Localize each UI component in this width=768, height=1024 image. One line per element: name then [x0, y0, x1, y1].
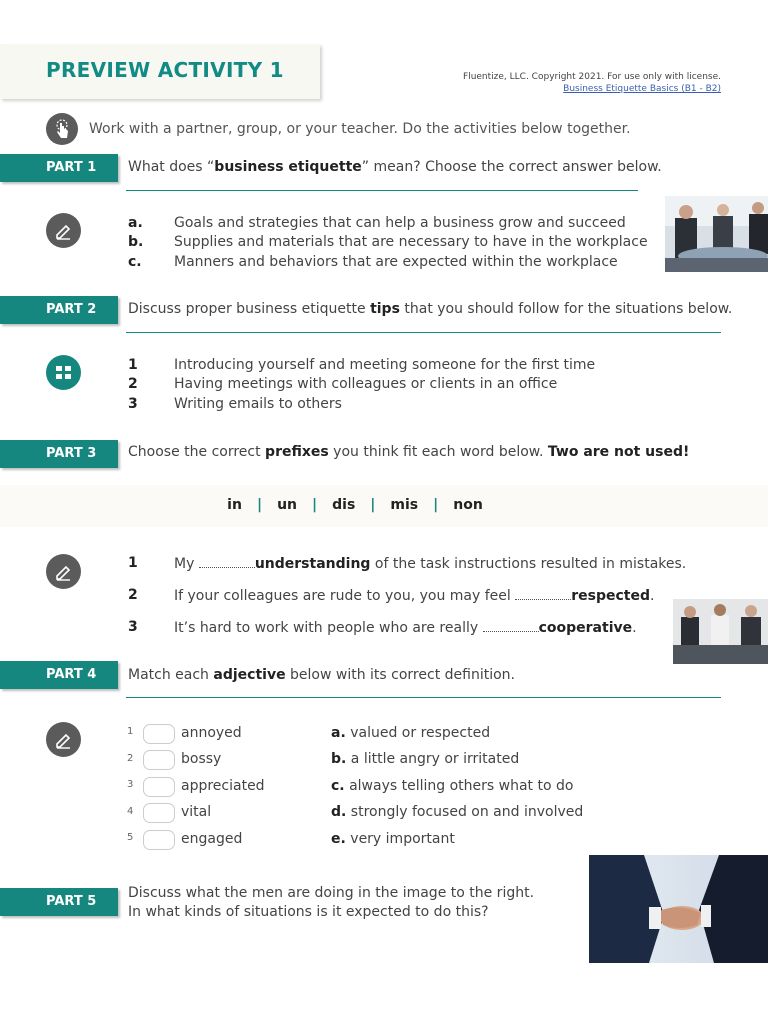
word-3: appreciated — [181, 778, 265, 794]
sentence-1-mark: 1 — [128, 555, 138, 571]
part-2-item-3-text: Writing emails to others — [174, 396, 342, 412]
intro-text: Work with a partner, group, or your teacher. Do the activities below together. — [89, 121, 631, 137]
sentence-3-mark: 3 — [128, 619, 138, 635]
option-b-text: Supplies and materials that are necessary to have in the workplace — [174, 234, 648, 250]
sentence-3: It’s hard to work with people who are really cooperative. — [174, 620, 637, 636]
word-5-number: 5 — [127, 832, 134, 843]
prefix-in: in — [227, 497, 242, 513]
part-1-label: PART 1 — [0, 154, 118, 182]
part-5-label: PART 5 — [0, 888, 118, 916]
option-c-text: Manners and behaviors that are expected within the workplace — [174, 254, 618, 270]
prefix-separator: | — [312, 497, 318, 513]
discussion-icon — [46, 355, 81, 390]
part-2-item-2-text: Having meetings with colleagues or clients in an office — [174, 376, 558, 392]
pencil-icon — [46, 722, 81, 757]
handshake-photo — [589, 855, 768, 963]
part-4-instructions: Match each adjective below with its correct definition. — [128, 667, 515, 683]
part-2-rule — [126, 332, 721, 333]
definition-d: d. strongly focused on and involved — [331, 804, 584, 820]
option-a-mark: a. — [128, 215, 143, 231]
option-b-mark: b. — [128, 234, 144, 250]
hand-pointer-icon — [46, 113, 78, 145]
part-2-item-3-mark: 3 — [128, 396, 138, 412]
definition-c: c. always telling others what to do — [331, 778, 574, 794]
part-1-instructions: What does “business etiquette” mean? Choose the correct answer below. — [128, 159, 662, 175]
answer-box-3[interactable] — [143, 777, 175, 797]
word-1: annoyed — [181, 725, 242, 741]
course-link[interactable]: Business Etiquette Basics (B1 - B2) — [563, 84, 721, 94]
pencil-icon — [46, 213, 81, 248]
sentence-2: If your colleagues are rude to you, you may feel respected. — [174, 588, 655, 604]
definition-e: e. very important — [331, 831, 455, 847]
sentence-1: My understanding of the task instructions resulted in mistakes. — [174, 556, 687, 572]
part-2-label: PART 2 — [0, 296, 118, 324]
prefix-non: non — [453, 497, 483, 513]
answer-box-1[interactable] — [143, 724, 175, 744]
blank-2[interactable] — [515, 587, 571, 600]
page-title: PREVIEW ACTIVITY 1 — [46, 58, 284, 82]
part-5-line-1: Discuss what the men are doing in the image to the right. — [128, 885, 535, 901]
prefix-mis: mis — [390, 497, 419, 513]
sentence-2-mark: 2 — [128, 587, 138, 603]
part-2-instructions: Discuss proper business etiquette tips that you should follow for the situations below. — [128, 301, 733, 317]
prefix-un: un — [277, 497, 297, 513]
meeting-photo — [665, 196, 768, 272]
part-2-item-1-text: Introducing yourself and meeting someone for the first time — [174, 357, 596, 373]
part-3-label: PART 3 — [0, 440, 118, 468]
word-1-number: 1 — [127, 726, 134, 737]
word-4-number: 4 — [127, 806, 134, 817]
part-5-line-2: In what kinds of situations is it expected to do this? — [128, 904, 489, 920]
part-4-label: PART 4 — [0, 661, 118, 689]
option-c-mark: c. — [128, 254, 142, 270]
part-2-item-2-mark: 2 — [128, 376, 138, 392]
answer-box-4[interactable] — [143, 803, 175, 823]
pencil-icon — [46, 554, 81, 589]
part-2-item-1-mark: 1 — [128, 357, 138, 373]
word-2-number: 2 — [127, 753, 134, 764]
word-2: bossy — [181, 751, 222, 767]
conflict-photo — [673, 599, 768, 664]
prefix-separator: | — [256, 497, 263, 513]
blank-1[interactable] — [199, 555, 255, 568]
prefix-separator: | — [370, 497, 376, 513]
answer-box-5[interactable] — [143, 830, 175, 850]
part-1-rule — [126, 190, 638, 191]
answer-box-2[interactable] — [143, 750, 175, 770]
option-a-text: Goals and strategies that can help a business grow and succeed — [174, 215, 626, 231]
word-5: engaged — [181, 831, 243, 847]
blank-3[interactable] — [483, 619, 539, 632]
part-3-instructions: Choose the correct prefixes you think fit each word below. Two are not used! — [128, 444, 690, 460]
definition-b: b. a little angry or irritated — [331, 751, 520, 767]
word-4: vital — [181, 804, 212, 820]
prefix-list — [0, 497, 710, 513]
prefix-separator: | — [433, 497, 439, 513]
copyright-text: Fluentize, LLC. Copyright 2021. For use only with license. — [463, 72, 721, 82]
part-4-rule — [126, 697, 721, 698]
word-3-number: 3 — [127, 779, 134, 790]
definition-a: a. valued or respected — [331, 725, 491, 741]
prefix-dis: dis — [332, 497, 356, 513]
